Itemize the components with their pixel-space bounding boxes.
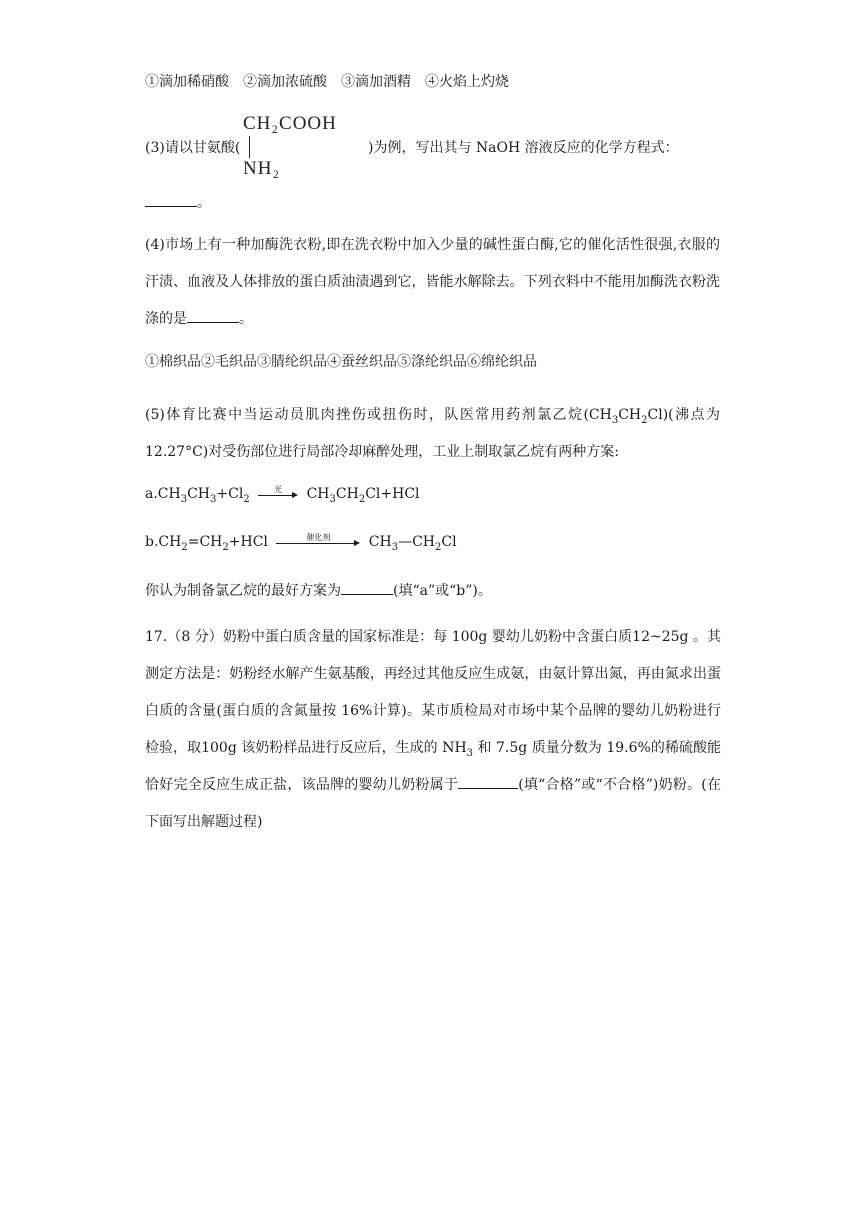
scheme-a-right: CH [335, 486, 359, 502]
q16-part3-prefix: (3)请以甘氨酸( [145, 140, 241, 156]
sub: 2 [181, 541, 188, 553]
q16-part3-blank[interactable] [145, 192, 197, 207]
q16-part4-options: ①棉织品②毛织品③腈纶织品④蚕丝织品⑤涤纶织品⑥绵纶织品 [145, 354, 537, 370]
scheme-a-right: CH [306, 486, 330, 502]
scheme-a-left: +Cl [216, 486, 244, 502]
q16-part4 [145, 227, 720, 338]
scheme-a-right: Cl+HCl [365, 486, 420, 502]
sub: 3 [466, 747, 474, 759]
q16-part4-blank[interactable] [187, 308, 239, 323]
q16-part5-text-b: CH [618, 407, 642, 423]
q16-part5-question-text: 你认为制备氯乙烷的最好方案为 [145, 583, 341, 599]
scheme-a-left: CH [187, 486, 211, 502]
scheme-a [145, 484, 420, 504]
q16-part2-options: ①滴加稀硝酸 ②滴加浓硫酸 ③滴加酒精 ④火焰上灼烧 [145, 74, 509, 90]
q16-part5-text-c: Cl)(沸点为 12.27°C)对受伤部位进行局部冷却麻醉处理，工业上制取氯乙烷有两种方案: [145, 407, 720, 460]
sub: 2 [358, 493, 366, 505]
sub: 3 [391, 541, 399, 553]
glycine-bond-line [249, 136, 250, 158]
scheme-b-left: =CH [187, 534, 223, 550]
q17-text-2: 和 7.5g 质量分数为 19.6%的稀硫酸能恰好完全反应生成正盐，该品牌的婴幼儿奶粉属于 [145, 740, 721, 793]
q17-text-3: (填“合格”或“不合格”)奶粉。(在下面写出解题过程) [145, 777, 722, 830]
q16-part5-question-end: (填“a”或“b”)。 [393, 583, 492, 599]
q17-blank[interactable] [458, 774, 518, 789]
sub: 2 [243, 493, 250, 505]
q16-part3-suffix: )为例，写出其与 NaOH 溶液反应的化学方程式： [368, 140, 679, 156]
q16-part5-text-a: (5)体育比赛中当运动员肌肉挫伤或扭伤时，队医常用药剂氯乙烷(CH [145, 407, 612, 423]
q16-part5-question [145, 580, 492, 601]
q16-part5 [145, 397, 720, 471]
glycine-structure [243, 113, 368, 183]
q16-part5-blank[interactable] [341, 580, 393, 595]
sub: 3 [180, 493, 188, 505]
scheme-a-condition: 光 [274, 485, 283, 494]
glycine-struct-top: CH₂COOH [243, 113, 337, 134]
scheme-b-left: +HCl [228, 534, 268, 550]
q16-part3-end: 。 [197, 195, 211, 211]
scheme-a-left: a.CH [145, 486, 181, 502]
q17-text-1: 17.（8 分）奶粉中蛋白质含量的国家标准是：每 100g 婴幼儿奶粉中含蛋白质12~25g 。其测定方法是：奶粉经水解产生氨基酸，再经过其他反应生成氨，由氨计算出氮，再由氮求出蛋白质的含量(蛋白质的含氮量按 16%计算)。某市质检局对市场中某个品牌的婴幼儿奶粉进行检验，取100g 该奶粉样品进行反应后，生成的 NH [145, 629, 721, 756]
reaction-arrow-a [258, 487, 298, 501]
scheme-b-right: CH [368, 534, 392, 550]
sub: 3 [210, 493, 217, 505]
q16-part4-text: (4)市场上有一种加酶洗衣粉,即在洗衣粉中加入少量的碱性蛋白酶,它的催化活性很强,衣服的汗渍、血液及人体排放的蛋白质油渍遇到它，皆能水解除去。下列衣料中不能用加酶洗衣粉洗涤的是 [145, 237, 720, 327]
sub: 3 [329, 493, 336, 505]
q17 [145, 619, 721, 841]
sub: 2 [641, 414, 648, 426]
sub: 2 [435, 541, 442, 553]
scheme-b-right: Cl [441, 534, 457, 550]
q16-part3-answer-line [145, 192, 211, 213]
glycine-struct-bottom: NH₂ [243, 158, 281, 179]
scheme-b-right: —CH [398, 534, 436, 550]
sub: 2 [222, 541, 229, 553]
scheme-b [145, 532, 457, 552]
reaction-arrow-b [276, 535, 360, 549]
scheme-b-condition: 催化剂 [306, 533, 331, 542]
q16-part4-end: 。 [239, 311, 253, 327]
sub: 3 [611, 414, 619, 426]
scheme-b-left: b.CH [145, 534, 182, 550]
